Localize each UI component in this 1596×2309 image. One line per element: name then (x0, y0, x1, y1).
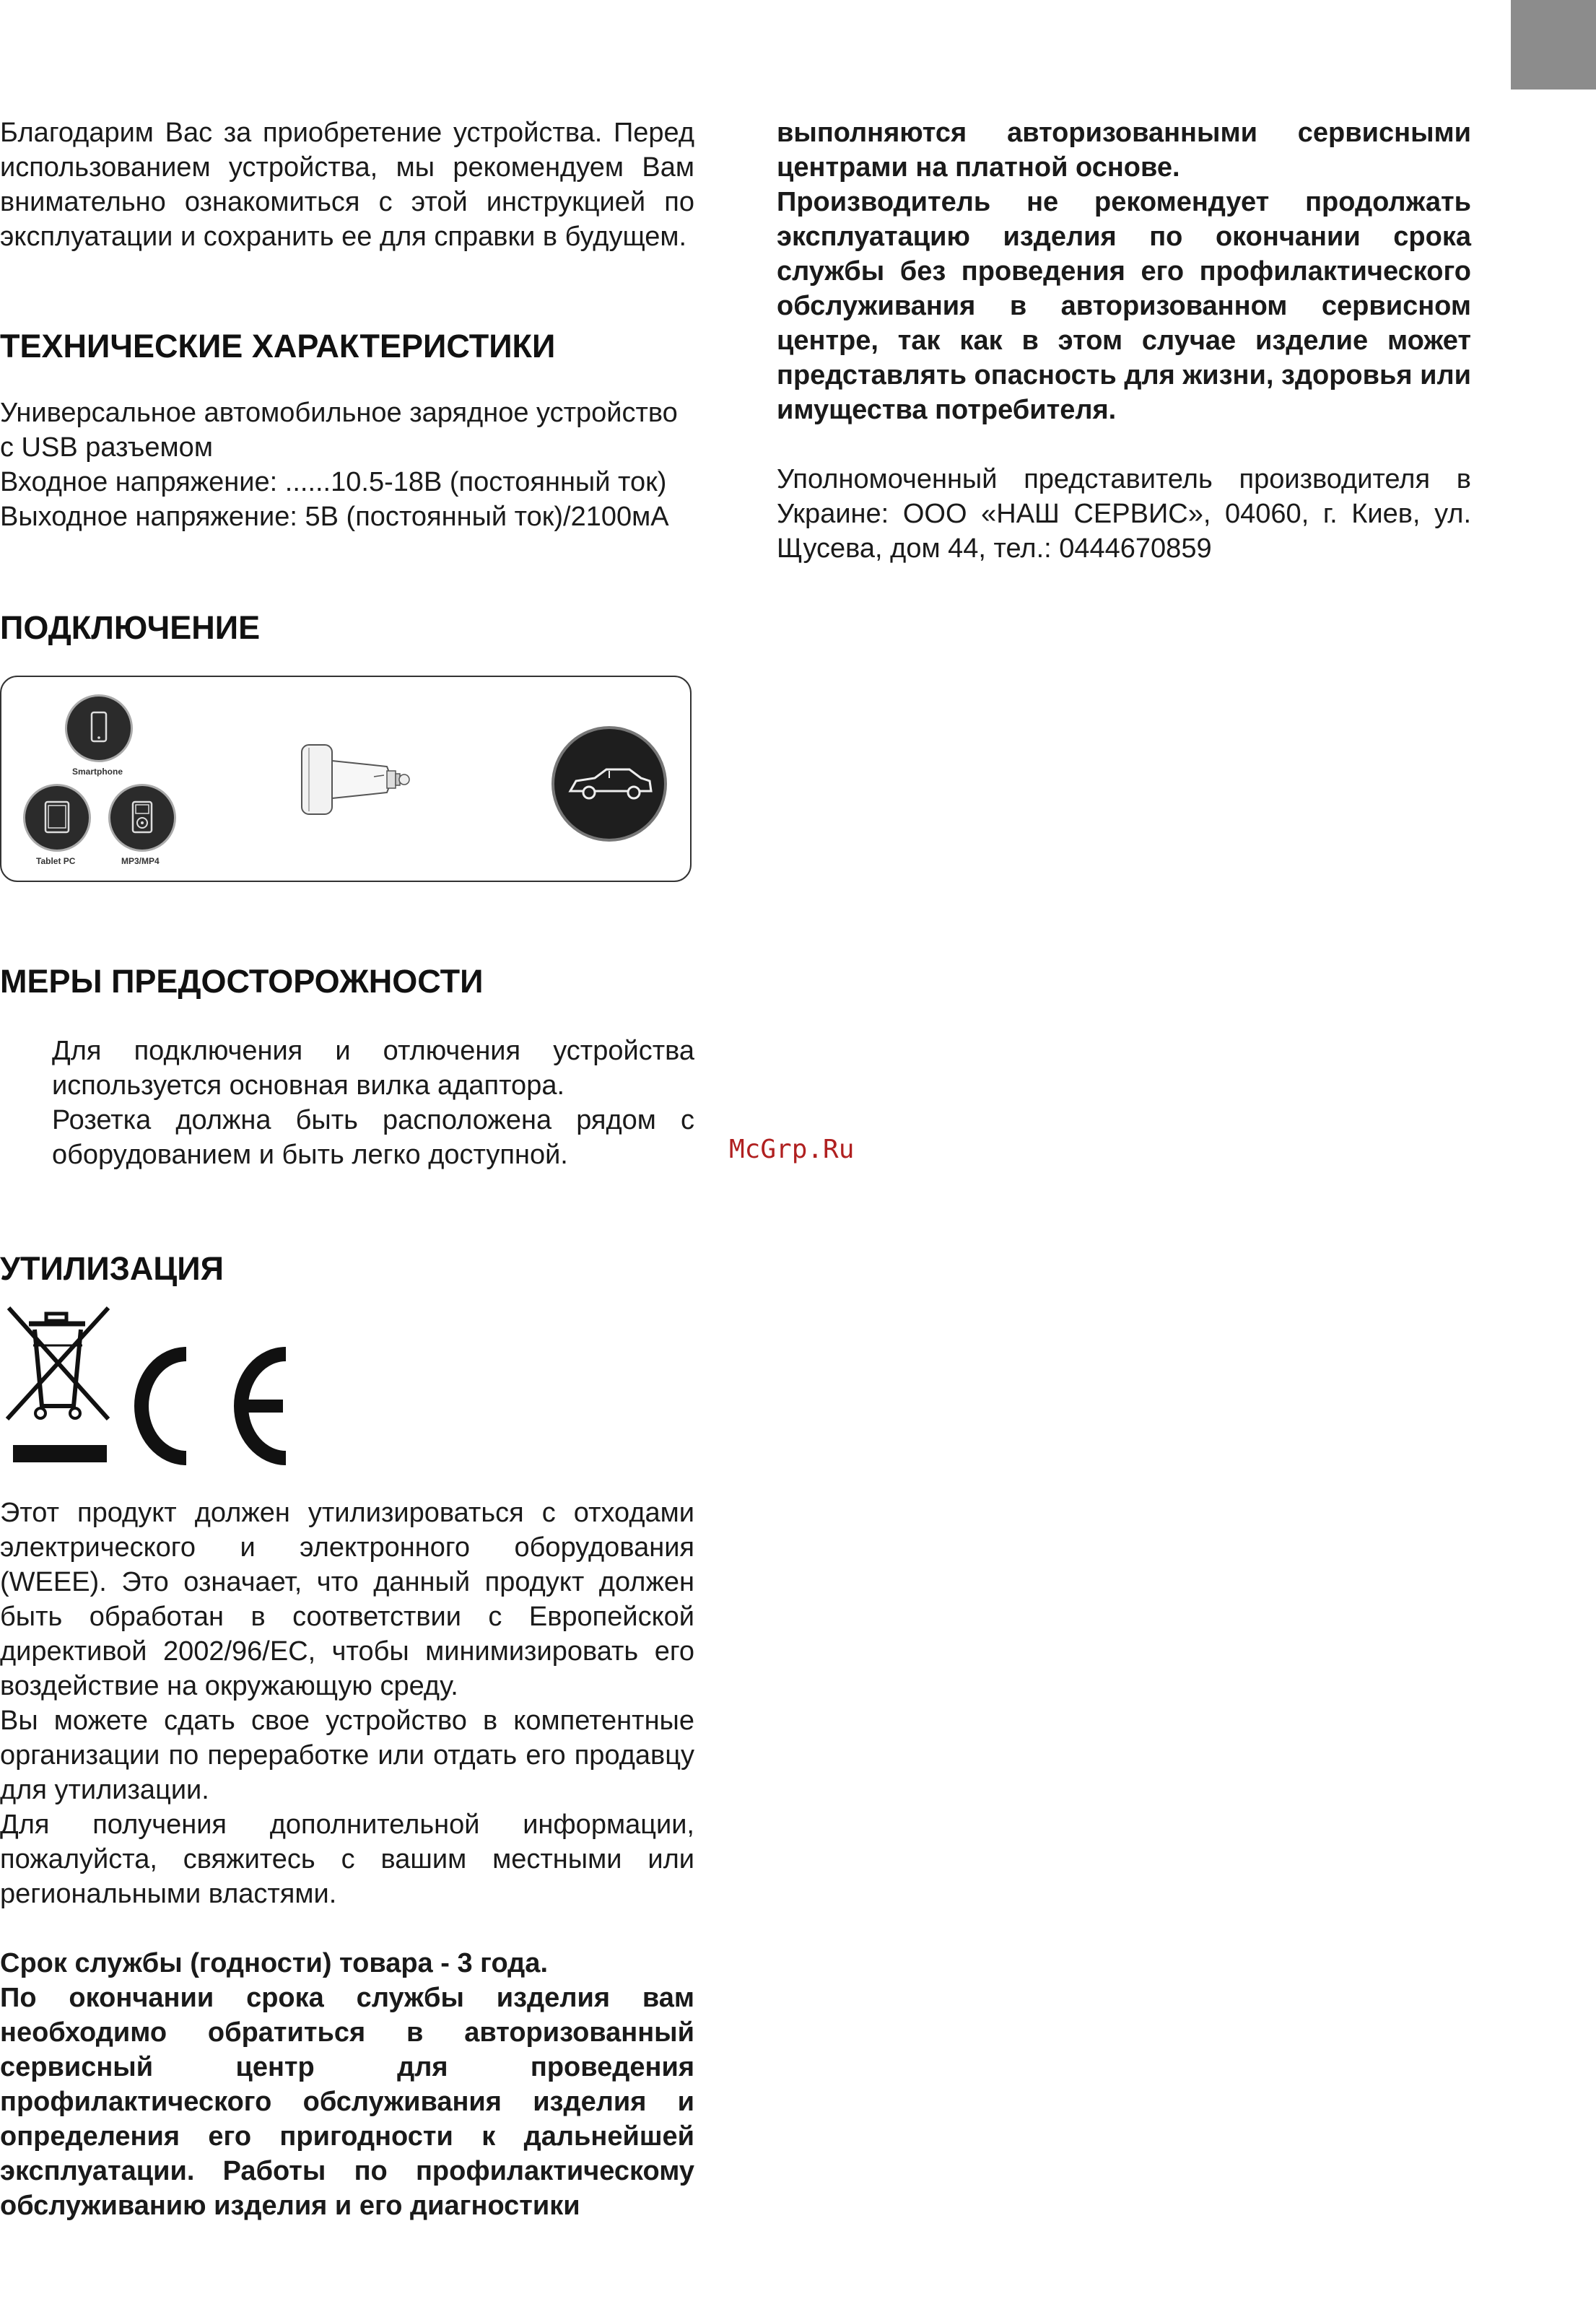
specs-line-4: Выходное напряжение: 5В (постоянный ток)/2100мА (0, 502, 669, 532)
page-corner-tab (1511, 0, 1596, 90)
connection-diagram (0, 676, 692, 882)
disposal-p1: Этот продукт должен утилизироваться с отходами электрического и электронного оборудования (WEEE). Это означает, что данный продукт должен быть обработан в соответствии с Европейской директивой 2002/96/ЕС, чтобы минимизировать его воздействие на окружающую среду. (0, 1498, 694, 1701)
disposal-p3: Для получения дополнительной информации, пожалуйста, свяжитесь с вашим местными или региональными властями. (0, 1810, 694, 1909)
tablet-icon (23, 784, 91, 852)
disposal-heading: УТИЛИЗАЦИЯ (0, 1250, 224, 1287)
smartphone-label: Smartphone (72, 767, 123, 777)
specs-line-1: Универсальное автомобильное зарядное устройство (0, 398, 678, 428)
weee-bin-icon (0, 1304, 115, 1477)
left-column (0, 115, 694, 2223)
service-p1: По окончании срока службы изделия вам необходимо обратиться в авторизованный сервисный центр для проведения профилактического обслуживания изделия и определения его пригодности к дальнейшей эксплуатации. Работы по профилактическому обслуживанию изделия и его диагностики (0, 1983, 694, 2221)
mp3-player-icon (108, 784, 176, 852)
intro-text: Благодарим Вас за приобретение устройства. Перед использованием устройства, мы рекомендуем Вам внимательно ознакомиться с этой инструкцией по эксплуатации и сохранить ее для справки в будущем. (0, 118, 694, 252)
precautions-block (0, 1034, 694, 1172)
tablet-label: Tablet PC (36, 856, 76, 866)
disposal-symbols (0, 1304, 694, 1477)
service-block (0, 1946, 694, 2223)
watermark: McGrp.Ru (729, 1135, 855, 1164)
connection-heading: ПОДКЛЮЧЕНИЕ (0, 609, 261, 646)
precautions-p1: Для подключения и отлючения устройства используется основная вилка адаптора. (52, 1036, 694, 1101)
service-p1-continued: выполняются авторизованными сервисными центрами на платной основе. (777, 118, 1471, 183)
disposal-text (0, 1496, 694, 1911)
precautions-p2: Розетка должна быть расположена рядом с оборудованием и быть легко доступной. (52, 1105, 694, 1170)
mp3-label: MP3/MP4 (121, 856, 160, 866)
car-charger-icon (299, 741, 443, 824)
specs-line-2: с USB разъемом (0, 432, 213, 463)
representative-text: Уполномоченный представитель производителя в Украине: ООО «НАШ СЕРВИС», 04060, г. Киев, ул. Щусева, дом 44, тел.: 0444670859 (777, 464, 1471, 564)
precautions-heading: МЕРЫ ПРЕДОСТОРОЖНОСТИ (0, 963, 484, 1000)
service-p2: Производитель не рекомендует продолжать эксплуатацию изделия по окончании срока службы без проведения его профилактического обслуживания в авторизованном сервисном центре, так как в этом случае изделие может представлять опасность для жизни, здоровья или имущества потребителя. (777, 187, 1471, 425)
car-icon (551, 726, 667, 842)
service-life: Срок службы (годности) товара - 3 года. (0, 1948, 548, 1978)
specs-list (0, 396, 694, 534)
right-column (777, 115, 1471, 566)
disposal-p2: Вы можете сдать свое устройство в компетентные организации по переработке или отдать его продавцу для утилизации. (0, 1706, 694, 1805)
specs-line-3: Входное напряжение: ......10.5-18В (постоянный ток) (0, 467, 667, 497)
specs-heading: ТЕХНИЧЕСКИЕ ХАРАКТЕРИСТИКИ (0, 328, 556, 365)
ce-mark-icon (128, 1341, 295, 1471)
smartphone-icon (65, 694, 133, 762)
